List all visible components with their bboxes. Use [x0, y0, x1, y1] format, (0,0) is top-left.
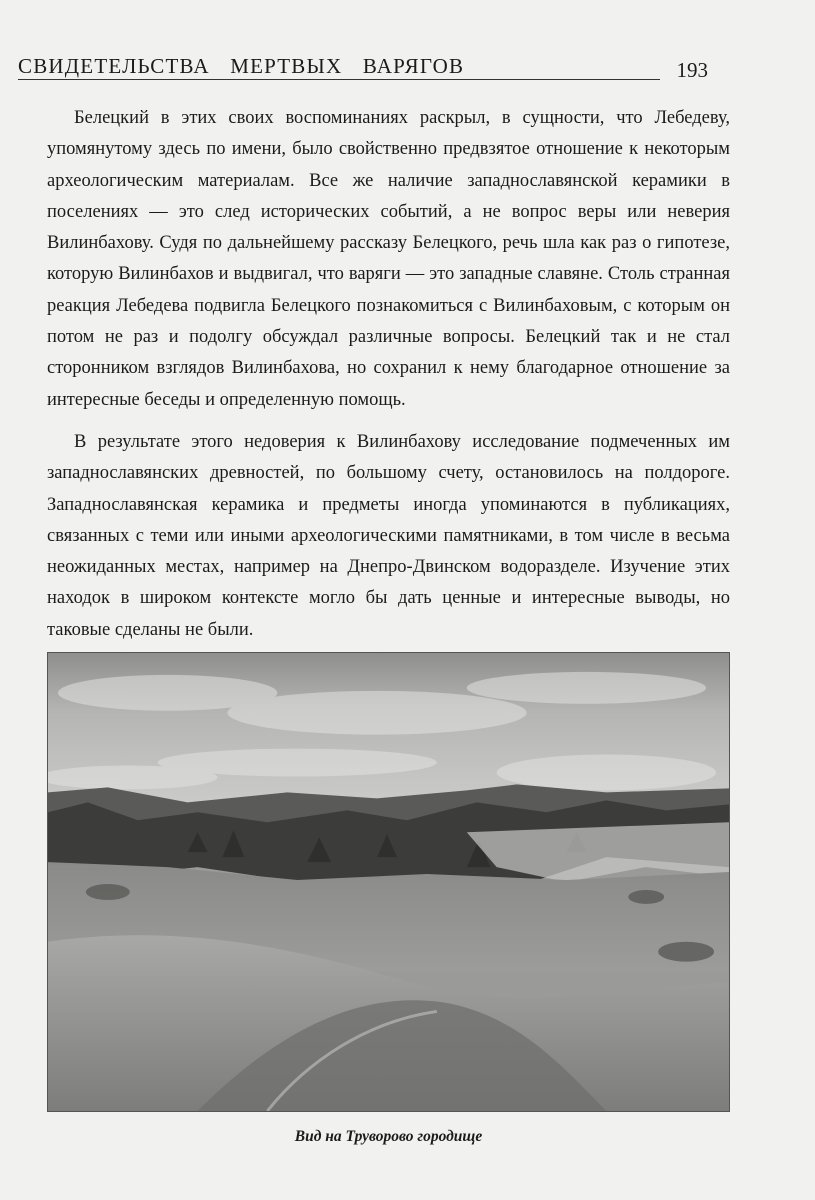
landscape-photo — [47, 652, 730, 1112]
running-title: СВИДЕТЕЛЬСТВА МЕРТВЫХ ВАРЯГОВ — [18, 54, 465, 78]
page-number: 193 — [676, 58, 708, 82]
landscape-photo-drawing — [48, 653, 729, 1111]
header-rule — [18, 79, 660, 80]
photo-caption: Вид на Труворово городище — [294, 1128, 483, 1145]
paragraph-1: Белецкий в этих своих воспоминаниях раскрыл, в сущности, что Лебедеву, упомянутому здесь по имени, было свойственно предвзятое отношение к некоторым археологическим материалам. Все же наличие западнославянской керамики в поселениях — это след исторических событий, а не вопрос веры или неверия Вилинбахову. Судя по дальнейшему рассказу Белецкого, речь шла как раз о гипотезе, которую Вилинбахов и выдвигал, что варяги — это западные славяне. Столь странная реакция Лебедева подвигла Белецкого познакомиться с Вилинбаховым, с которым он потом не раз и подолгу обсуждал различные вопросы. Белецкий так и не стал сторонником взглядов Вилинбахова, но сохранил к нему благодарное отношение за интересные беседы и определенную помощь. — [47, 108, 730, 410]
page-header — [18, 48, 708, 82]
body-text — [47, 103, 730, 657]
paragraph-2: В результате этого недоверия к Вилинбахову исследование подмеченных им западнославянских древностей, по большому счету, остановилось на полдороге. Западнославянская керамика и предметы иногда упоминаются в публикациях, связанных с теми или иными археологическими памятниками, в том числе в весьма неожиданных местах, например на Днепро-Двинском водоразделе. Изучение этих находок в широком контексте могло бы дать ценные и интересные выводы, но таковые сделаны не были. — [47, 431, 730, 640]
